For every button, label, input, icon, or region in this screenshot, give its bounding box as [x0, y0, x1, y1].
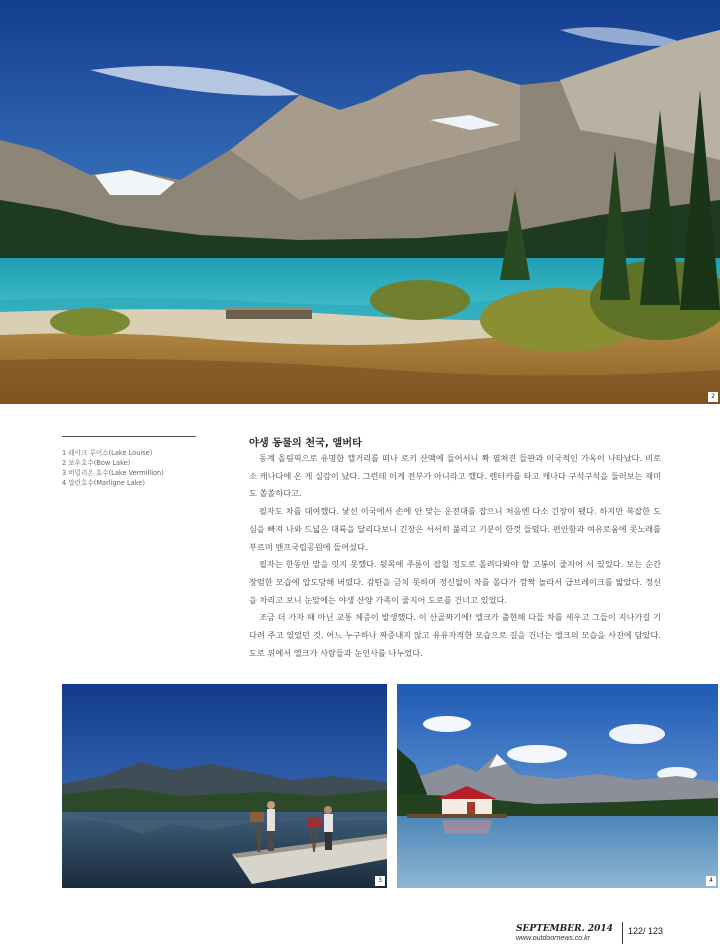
website-url: www.outdoornews.co.kr: [516, 935, 590, 942]
issue-date: SEPTEMBER. 2014: [516, 924, 613, 934]
photo-number-badge: 4: [706, 876, 716, 886]
photo-number-badge: 2: [708, 392, 718, 402]
footer-divider: [622, 922, 623, 944]
hero-photo-illustration: [0, 0, 720, 404]
caption-item: 3 버밀리온 호수(Lake Vermillion): [62, 469, 164, 477]
article-paragraph: 동계 올림픽으로 유명한 캘거리를 떠나 로키 산맥에 들어서니 쫙 펼쳐진 들판과 이국적인 가옥이 나타났다. 비로소 캐나다에 온 게 실감이 났다. 그런데 이게 전부가 아니라고 했다. 렌터카를 타고 캐나다 구석구석을 둘러보는 재미도 쏠쏠하다고.: [249, 453, 661, 499]
article-paragraph: 필자는 한동안 말을 잇지 못했다. 뒷목에 주름이 잡힐 정도로 올려다봐야 할 고봉이 줄지어 서 있었다. 보는 순간 장엄한 모습에 압도당해 버렸다. 감탄을 금치 못하며 정신없이 차를 몰다가 깜짝 놀라서 급브레이크를 밟았다. 정신을 차리고 보니 눈앞에는 야생 산양 가족이 줄지어 도로를 건너고 있었다.: [249, 559, 661, 605]
photo-lake-vermillion: [62, 684, 387, 888]
caption-item: 2 보우호수(Bow Lake): [62, 459, 131, 467]
page-numbers: 122/ 123: [628, 926, 664, 936]
article-paragraph: 조금 더 가자 때 아닌 교통 체증이 발생했다. 이 산골짜기에! 엘크가 출현해 다들 차를 세우고 그들이 지나가길 기다려 주고 있었던 것. 어느 누구하나 짜증내지 않고 유유자적한 모습으로 길을 건너는 엘크의 모습을 사진에 담았다. 도로 위에서 엘크가 사람들과 눈인사를 나누었다.: [249, 612, 661, 658]
photo-4-illustration: [397, 684, 718, 888]
photo-3-illustration: [62, 684, 387, 888]
article-paragraph: 필자도 차를 대여했다. 낯선 이국에서 손에 안 맞는 운전대를 잡으니 처음엔 다소 긴장이 됐다. 하지만 복잡한 도심을 빠져 나와 드넓은 대륙을 달리다보니 긴장은 서서히 풀리고 기분이 한껏 들떴다. 편안함과 여유로움에 콧노래를 부르며 밴프국립공원에 들어섰다.: [249, 506, 661, 552]
caption-item: 1 레이크 루이스(Lake Louise): [62, 449, 153, 457]
caption-item: 4 말린호수(Marligne Lake): [62, 479, 145, 487]
photo-maligne-lake: [397, 684, 718, 888]
article-body: [249, 434, 661, 662]
hero-photo-bow-lake: [0, 0, 720, 404]
photo-number-badge: 3: [375, 876, 385, 886]
article-title: 야생 동물의 천국, 앨버타: [249, 438, 362, 449]
photo-caption-list: [62, 436, 196, 488]
